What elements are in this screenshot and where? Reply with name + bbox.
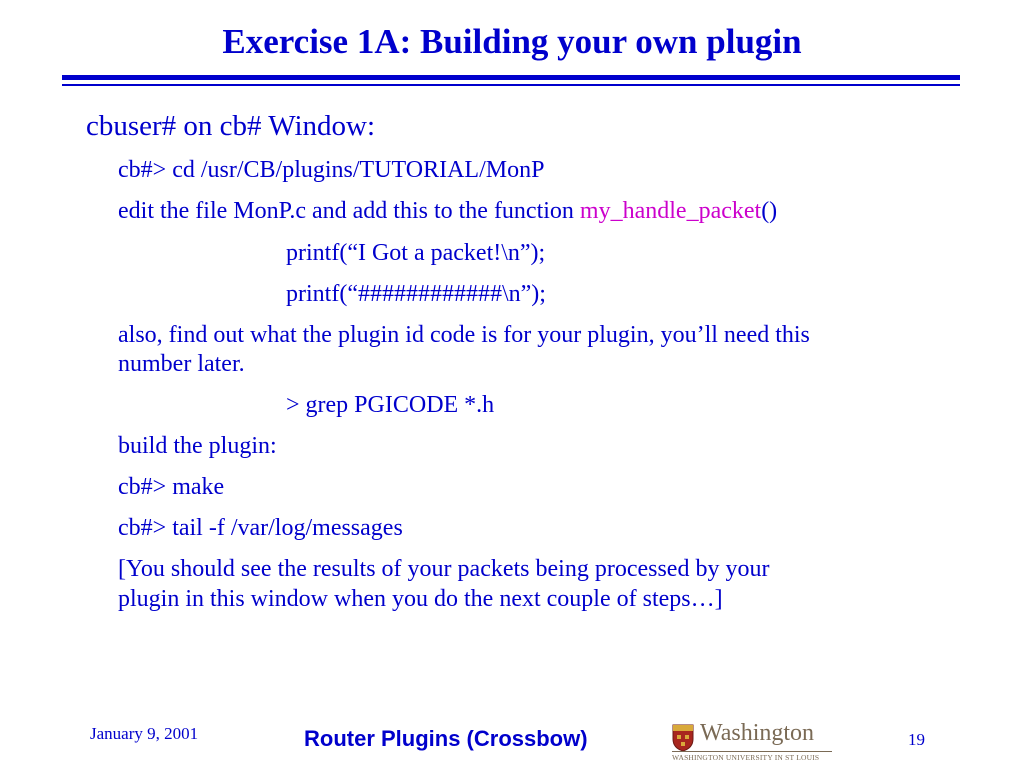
build-instruction: build the plugin: [118,433,277,459]
printf-line-1: printf(“I Got a packet!\n”); [286,240,546,266]
title-rule-thin [62,84,960,86]
make-command: cb#> make [118,474,225,500]
page-number: 19 [908,730,925,749]
footer-date: January 9, 2001 [90,724,199,743]
plugin-id-instruction-line-2: number later. [118,351,245,377]
function-name: my_handle_packet [579,198,762,224]
window-heading: cbuser# on cb# Window: [86,110,376,142]
footer-title: Router Plugins (Crossbow) [304,726,588,751]
university-logo [672,720,842,762]
title-rule-thick [62,75,960,80]
edit-instruction [118,198,777,225]
logo-wordmark: Washington [700,720,815,746]
plugin-id-instruction-line-1: also, find out what the plugin id code is for your plugin, you’ll need this [118,322,810,348]
edit-prefix: edit the file MonP.c and add this to the function [118,198,580,224]
results-note-line-1: [You should see the results of your packets being processed by your [118,556,770,582]
page-title: Exercise 1A: Building your own plugin [222,22,802,61]
edit-suffix: () [761,198,778,224]
grep-command: > grep PGICODE *.h [286,392,495,418]
results-note-line-2: plugin in this window when you do the next couple of steps…] [118,586,723,612]
shield-icon [672,724,694,752]
tail-command: cb#> tail -f /var/log/messages [118,515,403,541]
logo-subtitle: WASHINGTON UNIVERSITY IN ST LOUIS [672,751,832,762]
printf-line-2: printf(“############\n”); [286,281,546,307]
cd-command: cb#> cd /usr/CB/plugins/TUTORIAL/MonP [118,157,545,183]
